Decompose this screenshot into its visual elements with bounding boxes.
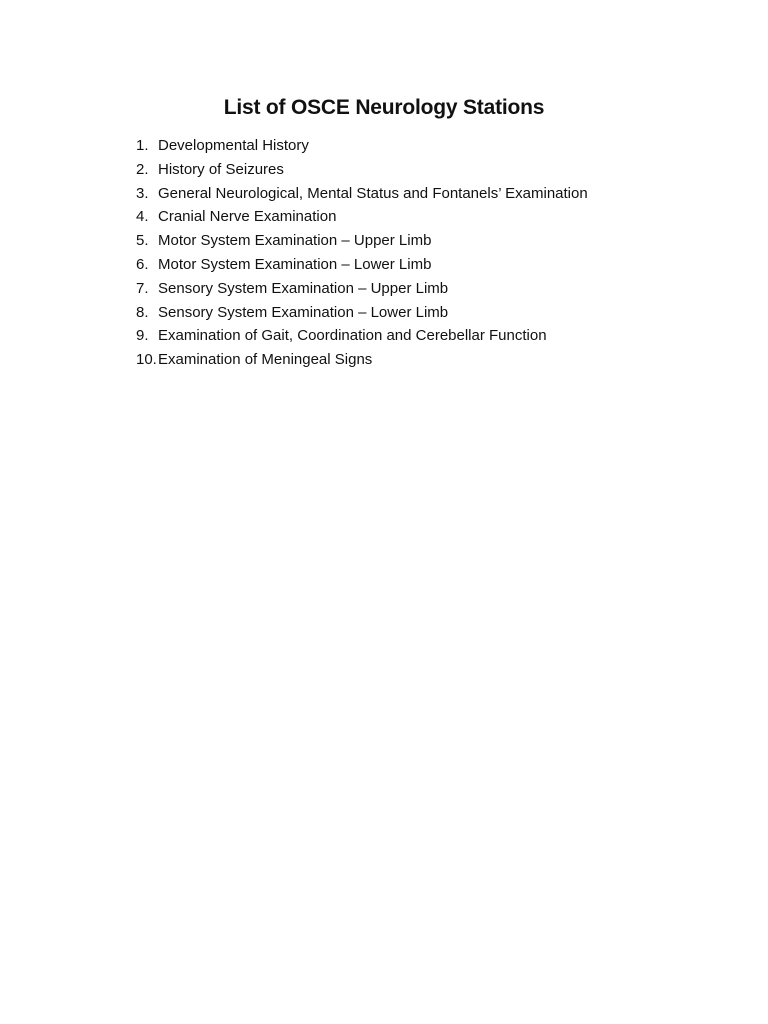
- list-item: [136, 134, 588, 158]
- list-item: [136, 205, 588, 229]
- list-item-number: 4.: [136, 208, 149, 226]
- stations-list: [136, 134, 588, 372]
- list-item: [136, 301, 588, 325]
- list-item-label: Motor System Examination – Lower Limb: [158, 255, 432, 273]
- list-item-label: General Neurological, Mental Status and Fontanels’ Examination: [158, 184, 588, 202]
- list-item-number: 7.: [136, 279, 149, 297]
- list-item-number: 10.: [136, 351, 157, 369]
- list-item-number: 6.: [136, 255, 149, 273]
- list-item-label: Motor System Examination – Upper Limb: [158, 232, 432, 250]
- list-item-label: Sensory System Examination – Upper Limb: [158, 279, 449, 297]
- list-item: [136, 253, 588, 277]
- list-item: [136, 229, 588, 253]
- list-item: [136, 158, 588, 182]
- list-item-number: 3.: [136, 184, 149, 202]
- list-item: [136, 182, 588, 206]
- list-item-number: 2.: [136, 160, 149, 178]
- list-item-label: Cranial Nerve Examination: [158, 208, 337, 226]
- list-item: [136, 348, 588, 372]
- list-item-label: Examination of Gait, Coordination and Cerebellar Function: [158, 327, 547, 345]
- page-title: List of OSCE Neurology Stations: [223, 96, 545, 119]
- list-item: [136, 324, 588, 348]
- list-item-label: History of Seizures: [158, 160, 284, 178]
- list-item: [136, 277, 588, 301]
- list-item-number: 9.: [136, 327, 149, 345]
- list-item-label: Examination of Meningeal Signs: [158, 351, 373, 369]
- list-item-number: 5.: [136, 232, 149, 250]
- list-item-label: Sensory System Examination – Lower Limb: [158, 303, 449, 321]
- list-item-number: 1.: [136, 137, 149, 154]
- list-item-number: 8.: [136, 303, 149, 321]
- list-item-label: Developmental History: [158, 137, 309, 154]
